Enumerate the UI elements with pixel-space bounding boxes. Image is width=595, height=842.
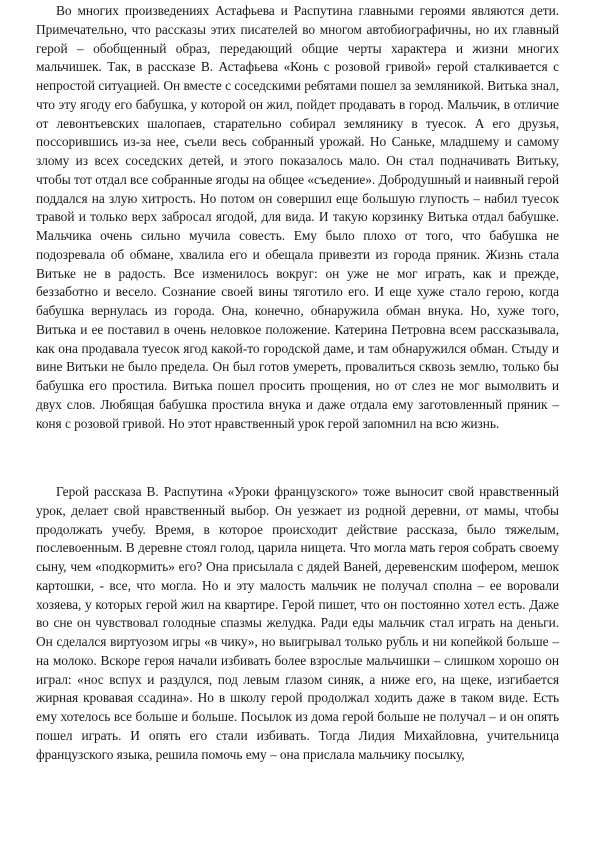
body-paragraph: Во многих произведениях Астафьева и Распутина главными героями являются дети. Примечательно, что рассказы этих писателей во многом автобиографичны, но их главный герой – обобщенный образ, передающий общие черты характера и жизни многих мальчишек. Так, в рассказе В. Астафьева «Конь с розовой гривой» герой сталкивается с непростой ситуацией. Он вместе с соседскими ребятами пошел за земляникой. Витька знал, что эту ягоду его бабушка, у которой он жил, пойдет продавать в город. Мальчик, в отличие от левонтьевских шалопаев, старательно собирал землянику в туесок. А его друзья, поссорившись из-за нее, съели весь собранный урожай. Но Саньке, младшему и самому злому из всех соседских детей, и этого показалось мало. Он стал подначивать Витьку, чтобы тот отдал все собранные ягоды на общее «съедение». Добродушный и наивный герой поддался на злую хитрость. Но потом он совершил еще большую глупость – набил туесок травой и только верх забросал ягодой, для вида. И такую корзинку Витька отдал бабушке. Мальчика очень сильно мучила совесть. Ему было плохо от того, что бабушка не подозревала об обмане, хвалила его и обещала привезти из города пряник. Жизнь стала Витьке не в радость. Все изменилось вокруг: он уже не мог играть, как и прежде, беззаботно и весело. Сознание своей вины тяготило его. И еще хуже стало герою, когда бабушка вернулась из города. Она, конечно, обнаружила обман внука. Но, хуже того, Витька и ее поставил в очень неловкое положение. Катерина Петровна всем рассказывала, как она продавала туесок ягод какой-то городской даме, и там обнаружился обман. Стыду и вине Витьки не было предела. Он был готов умереть, провалиться сквозь землю, только бы бабушка его простила. Витька пошел просить прощения, но от слез не мог вымолвить и двух слов. Любящая бабушка простила внука и даже отдала ему заготовленный пряник – коня с розовой гривой. Но этот нравственный урок герой запомнил на всю жизнь. — [36, 3, 559, 431]
body-paragraph: Герой рассказа В. Распутина «Уроки французского» тоже выносит свой нравственный урок, делает свой нравственный выбор. Он уезжает из родной деревни, от мамы, чтобы продолжать учебу. Время, в которое происходит действие рассказа, было тяжелым, послевоенным. В деревне стоял голод, царила нищета. Что могла мать героя собрать своему сыну, чем «подкормить» его? Она присылала с дядей Ваней, деревенским шофером, мешок картошки, - все, что могла. Но и эту малость мальчик не получал сполна – ее воровали хозяева, у которых герой жил на квартире. Герой пишет, что он постоянно хотел есть. Даже во сне он чувствовал голодные спазмы желудка. Ради еды мальчик стал играть на деньги. Он сделался виртуозом игры «в чику», но выигрывал только рубль и ни копейкой больше – на молоко. Вскоре героя начали избивать более взрослые мальчишки – слишком хорошо он играл: «нос вспух и раздулся, под левым глазом синяк, а ниже его, на щеке, изгибается жирная кровавая ссадина». Но в школу герой продолжал ходить даже в таком виде. Есть ему хотелось все больше и больше. Посылок из дома герой больше не получал – и он опять пошел играть. И опять его стали избивать. Тогда Лидия Михайловна, учительница французского языка, решила помочь ему – она прислала мальчику посылку, — [36, 484, 559, 762]
